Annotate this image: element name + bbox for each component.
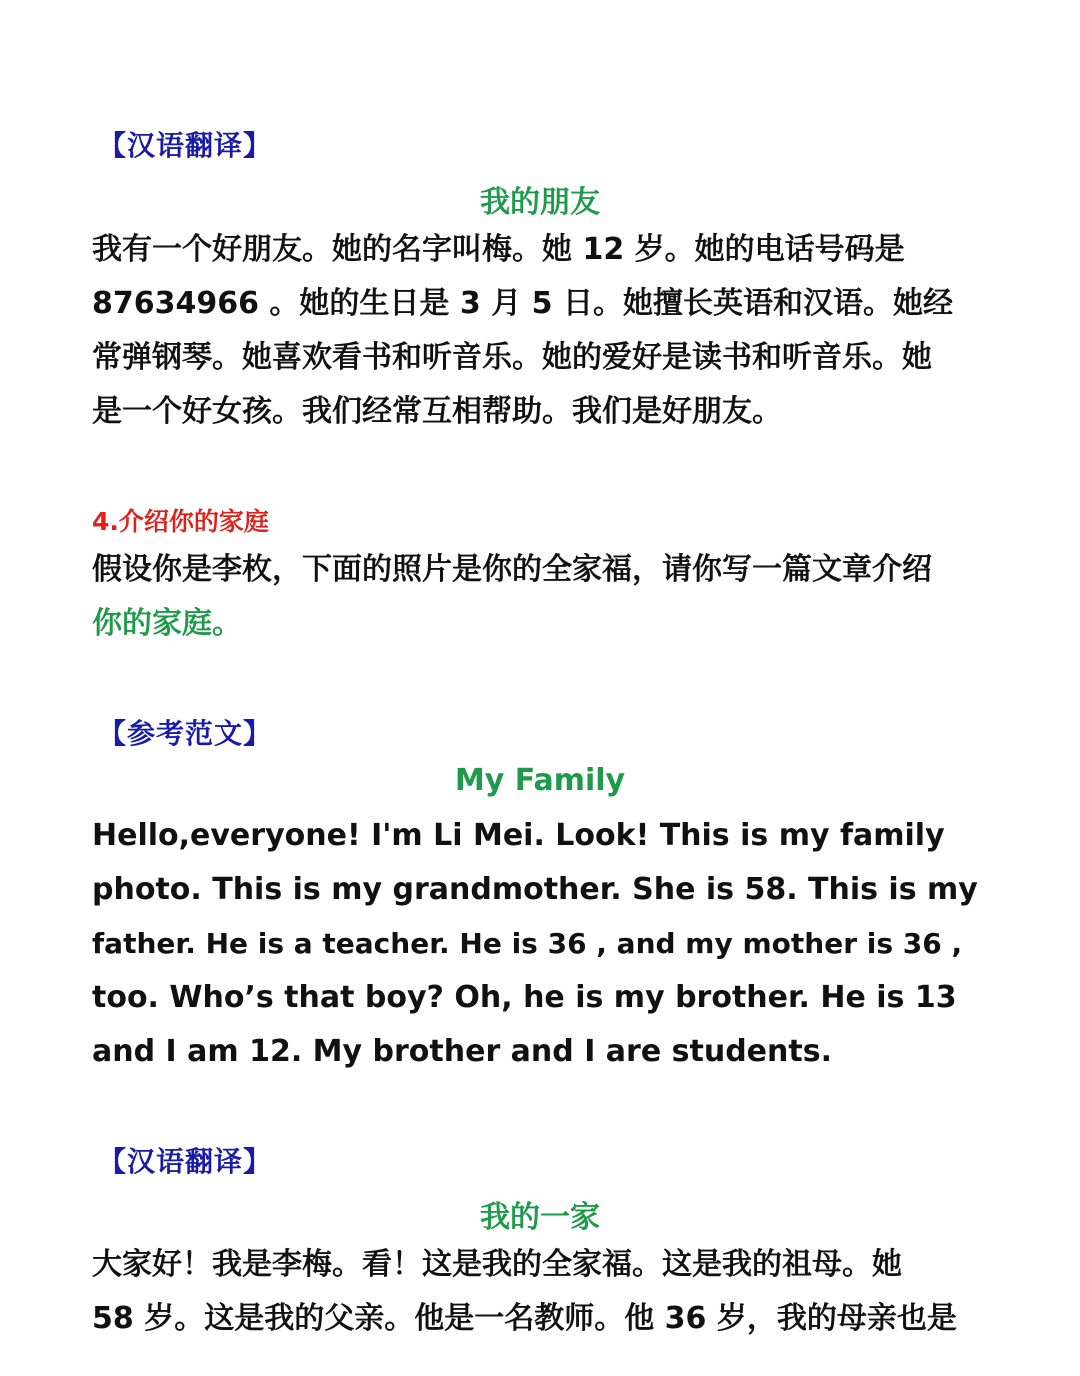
paragraph-my-family-chinese (92, 1238, 988, 1346)
prompt-line: 假设你是李枚，下面的照片是你的全家福，请你写一篇文章介绍 (92, 552, 932, 587)
title-my-family-chinese: 我的一家 (480, 1200, 600, 1235)
task-4-prompt (92, 543, 988, 651)
paragraph-line: 大家好！我是李梅。看！这是我的全家福。这是我的祖母。她 (92, 1247, 902, 1282)
section-label-translation-1: 【汉语翻译】 (98, 129, 273, 162)
section-label-translation-2: 【汉语翻译】 (98, 1145, 273, 1178)
paragraph-line: 是一个好女孩。我们经常互相帮助。我们是好朋友。 (92, 394, 782, 429)
paragraph-line: too. Who’s that boy? Oh, he is my brother. He is 13 (92, 980, 957, 1015)
paragraph-line: 87634966 。她的生日是 3 月 5 日。她擅长英语和汉语。她经 (92, 286, 953, 321)
paragraph-line: 58 岁。这是我的父亲。他是一名教师。他 36 岁，我的母亲也是 (92, 1301, 957, 1336)
title-my-family: My Family (454, 763, 626, 798)
paragraph-line: and I am 12. My brother and I are students. (92, 1034, 832, 1069)
paragraph-line: 我有一个好朋友。她的名字叫梅。她 12 岁。她的电话号码是 (92, 232, 905, 267)
prompt-line-highlight: 你的家庭。 (92, 606, 242, 641)
paragraph-my-friend (92, 223, 988, 439)
section-label-reference-essay: 【参考范文】 (98, 717, 273, 750)
paragraph-line: father. He is a teacher. He is 36 , and my mother is 36 , (92, 927, 963, 960)
paragraph-my-family (92, 809, 988, 1079)
title-my-friend: 我的朋友 (480, 185, 600, 220)
paragraph-line: photo. This is my grandmother. She is 58. This is my (92, 872, 978, 907)
paragraph-line: 常弹钢琴。她喜欢看书和听音乐。她的爱好是读书和听音乐。她 (92, 340, 932, 375)
task-4-title: 4.介绍你的家庭 (92, 507, 269, 536)
paragraph-line: Hello,everyone! I'm Li Mei. Look! This is my family (92, 818, 945, 853)
